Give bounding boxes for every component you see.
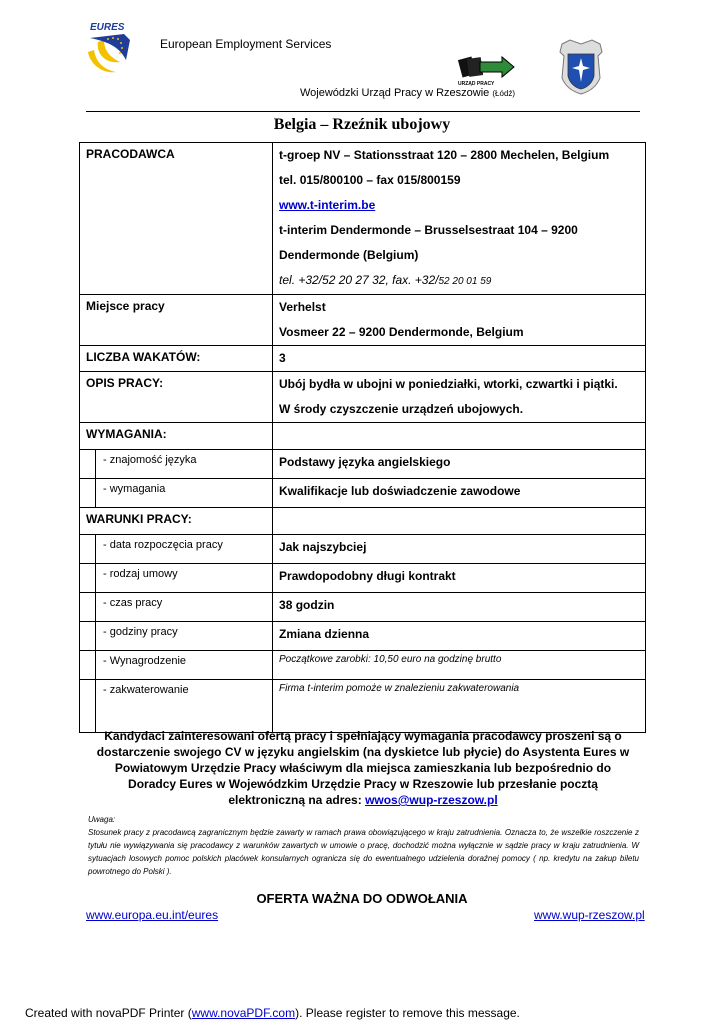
novapdf-link[interactable]: www.novaPDF.com	[191, 1006, 296, 1020]
urzad-pracy-logo	[452, 52, 520, 88]
requirement-value: Kwalifikacje lub doświadczenie zawodowe	[273, 479, 646, 508]
table-row	[80, 593, 646, 622]
employer-line5: Dendermonde (Belgium)	[279, 248, 419, 262]
requirements-label: WYMAGANIA:	[80, 423, 273, 450]
job-offer-table	[79, 142, 646, 733]
footer-suffix: ). Please register to remove this message.	[295, 1006, 520, 1020]
note-heading: Uwaga:	[88, 815, 116, 824]
requirements-header-row	[80, 423, 646, 450]
table-row	[80, 564, 646, 593]
job-description-line2: W środy czyszczenie urządzeń ubojowych.	[279, 402, 524, 416]
table-row	[80, 651, 646, 680]
employer-label: PRACODAWCA	[80, 143, 273, 295]
condition-label: - data rozpoczęcia pracy	[96, 535, 273, 564]
conditions-label: WARUNKI PRACY:	[80, 508, 273, 535]
vacancies-row	[80, 346, 646, 372]
vacancies-value	[273, 346, 646, 372]
job-description-label: OPIS PRACY:	[80, 372, 273, 423]
eures-logo	[84, 20, 136, 82]
table-row	[80, 680, 646, 733]
requirement-value: Podstawy języka angielskiego	[273, 450, 646, 479]
vacancies-label: LICZBA WAKATÓW:	[80, 346, 273, 372]
pdf-footer	[25, 1006, 520, 1020]
office-name-text: Wojewódzki Urząd Pracy w Rzeszowie	[300, 87, 490, 99]
vacancies-number: 3	[279, 351, 286, 365]
service-name: European Employment Services	[160, 37, 332, 51]
condition-label: - godziny pracy	[96, 622, 273, 651]
eures-logo-text: EURES	[90, 22, 125, 33]
workplace-line1: Verhelst	[279, 300, 326, 314]
condition-value: Początkowe zarobki: 10,50 euro na godzinę brutto	[273, 651, 646, 680]
employer-phone-suffix: 52 20 01 59	[438, 276, 492, 287]
condition-value: Jak najszybciej	[273, 535, 646, 564]
requirement-label: - wymagania	[96, 479, 273, 508]
employer-value	[273, 143, 646, 295]
workplace-row	[80, 295, 646, 346]
condition-label: - Wynagrodzenie	[96, 651, 273, 680]
table-row	[80, 535, 646, 564]
workplace-label: Miejsce pracy	[80, 295, 273, 346]
coat-of-arms-icon	[556, 38, 606, 96]
header-divider	[86, 111, 640, 112]
condition-value: Firma t-interim pomoże w znalezieniu zakwaterowania	[273, 680, 646, 733]
conditions-header-row	[80, 508, 646, 535]
workplace-value	[273, 295, 646, 346]
eures-website-link[interactable]: www.europa.eu.int/eures	[86, 908, 219, 922]
condition-label: - rodzaj umowy	[96, 564, 273, 593]
page-title: Belgia – Rzeźnik ubojowy	[273, 116, 451, 133]
application-info	[90, 728, 636, 808]
footer-prefix: Created with novaPDF Printer (	[25, 1006, 192, 1020]
employer-line2: tel. 015/800100 – fax 015/800159	[279, 173, 461, 187]
condition-value: 38 godzin	[273, 593, 646, 622]
employer-row	[80, 143, 646, 295]
workplace-line2: Vosmeer 22 – 9200 Dendermonde, Belgium	[279, 325, 524, 339]
table-row	[80, 479, 646, 508]
employer-line4: t-interim Dendermonde – Brusselsestraat 104 – 9200	[279, 223, 578, 237]
condition-label: - zakwaterowanie	[96, 680, 273, 733]
job-description-value	[273, 372, 646, 423]
office-name	[300, 87, 515, 99]
employer-website-link[interactable]: www.t-interim.be	[279, 198, 376, 212]
job-description-row	[80, 372, 646, 423]
application-info-text: Kandydaci zainteresowani ofertą pracy i spełniający wymagania pracodawcy proszeni są o dostarczenie swojego CV w języku angielskim (na dyskietce lub płycie) do Asystenta Eures w Powiatowym Urzędzie Pracy właściwym dla miejsca zamieszkania lub bezpośrednio do Doradcy Eures w Wojewódzkim Urzędzie Pracy w Rzeszowie lub przesłanie pocztą elektroniczną na adres:	[96, 729, 630, 807]
employer-phone-prefix: tel. +32/52 20 27 32, fax. +32/	[279, 273, 439, 287]
employer-line1: t-groep NV – Stationsstraat 120 – 2800 Mechelen, Belgium	[279, 148, 610, 162]
table-row	[80, 622, 646, 651]
condition-value: Zmiana dzienna	[273, 622, 646, 651]
employer-phone	[279, 268, 641, 294]
offer-valid-notice: OFERTA WAŻNA DO ODWOŁANIA	[256, 891, 468, 906]
wup-website-link[interactable]: www.wup-rzeszow.pl	[534, 908, 645, 922]
condition-value: Prawdopodobny długi kontrakt	[273, 564, 646, 593]
requirement-label: - znajomość języka	[96, 450, 273, 479]
table-row	[80, 450, 646, 479]
condition-label: - czas pracy	[96, 593, 273, 622]
contact-email-link[interactable]: wwos@wup-rzeszow.pl	[365, 793, 498, 807]
up-logo-text: URZĄD PRACY	[458, 81, 495, 87]
office-suffix: (Łódź)	[492, 89, 516, 98]
job-description-line1: Ubój bydła w ubojni w poniedziałki, wtorki, czwartki i piątki.	[279, 377, 618, 391]
note-text: Stosunek pracy z pracodawcą zagranicznym będzie zawarty w ramach prawa obowiązującego w kraju zatrudnienia. Oznacza to, że wszelkie roszczenie z tytułu nie wywiązywania się pracodawcy z warunków zawartych w umowie o pracę, dochodzić można wyłącznie w sądzie pracy w kraju zatrudnienia. W sytuacjach losowych pomoc polskich placówek konsularnych ogranicza się do ewentualnego udzielenia doraźnej pomocy ( np. kredytu na zakup biletu powrotnego do Polski ).	[88, 828, 639, 876]
